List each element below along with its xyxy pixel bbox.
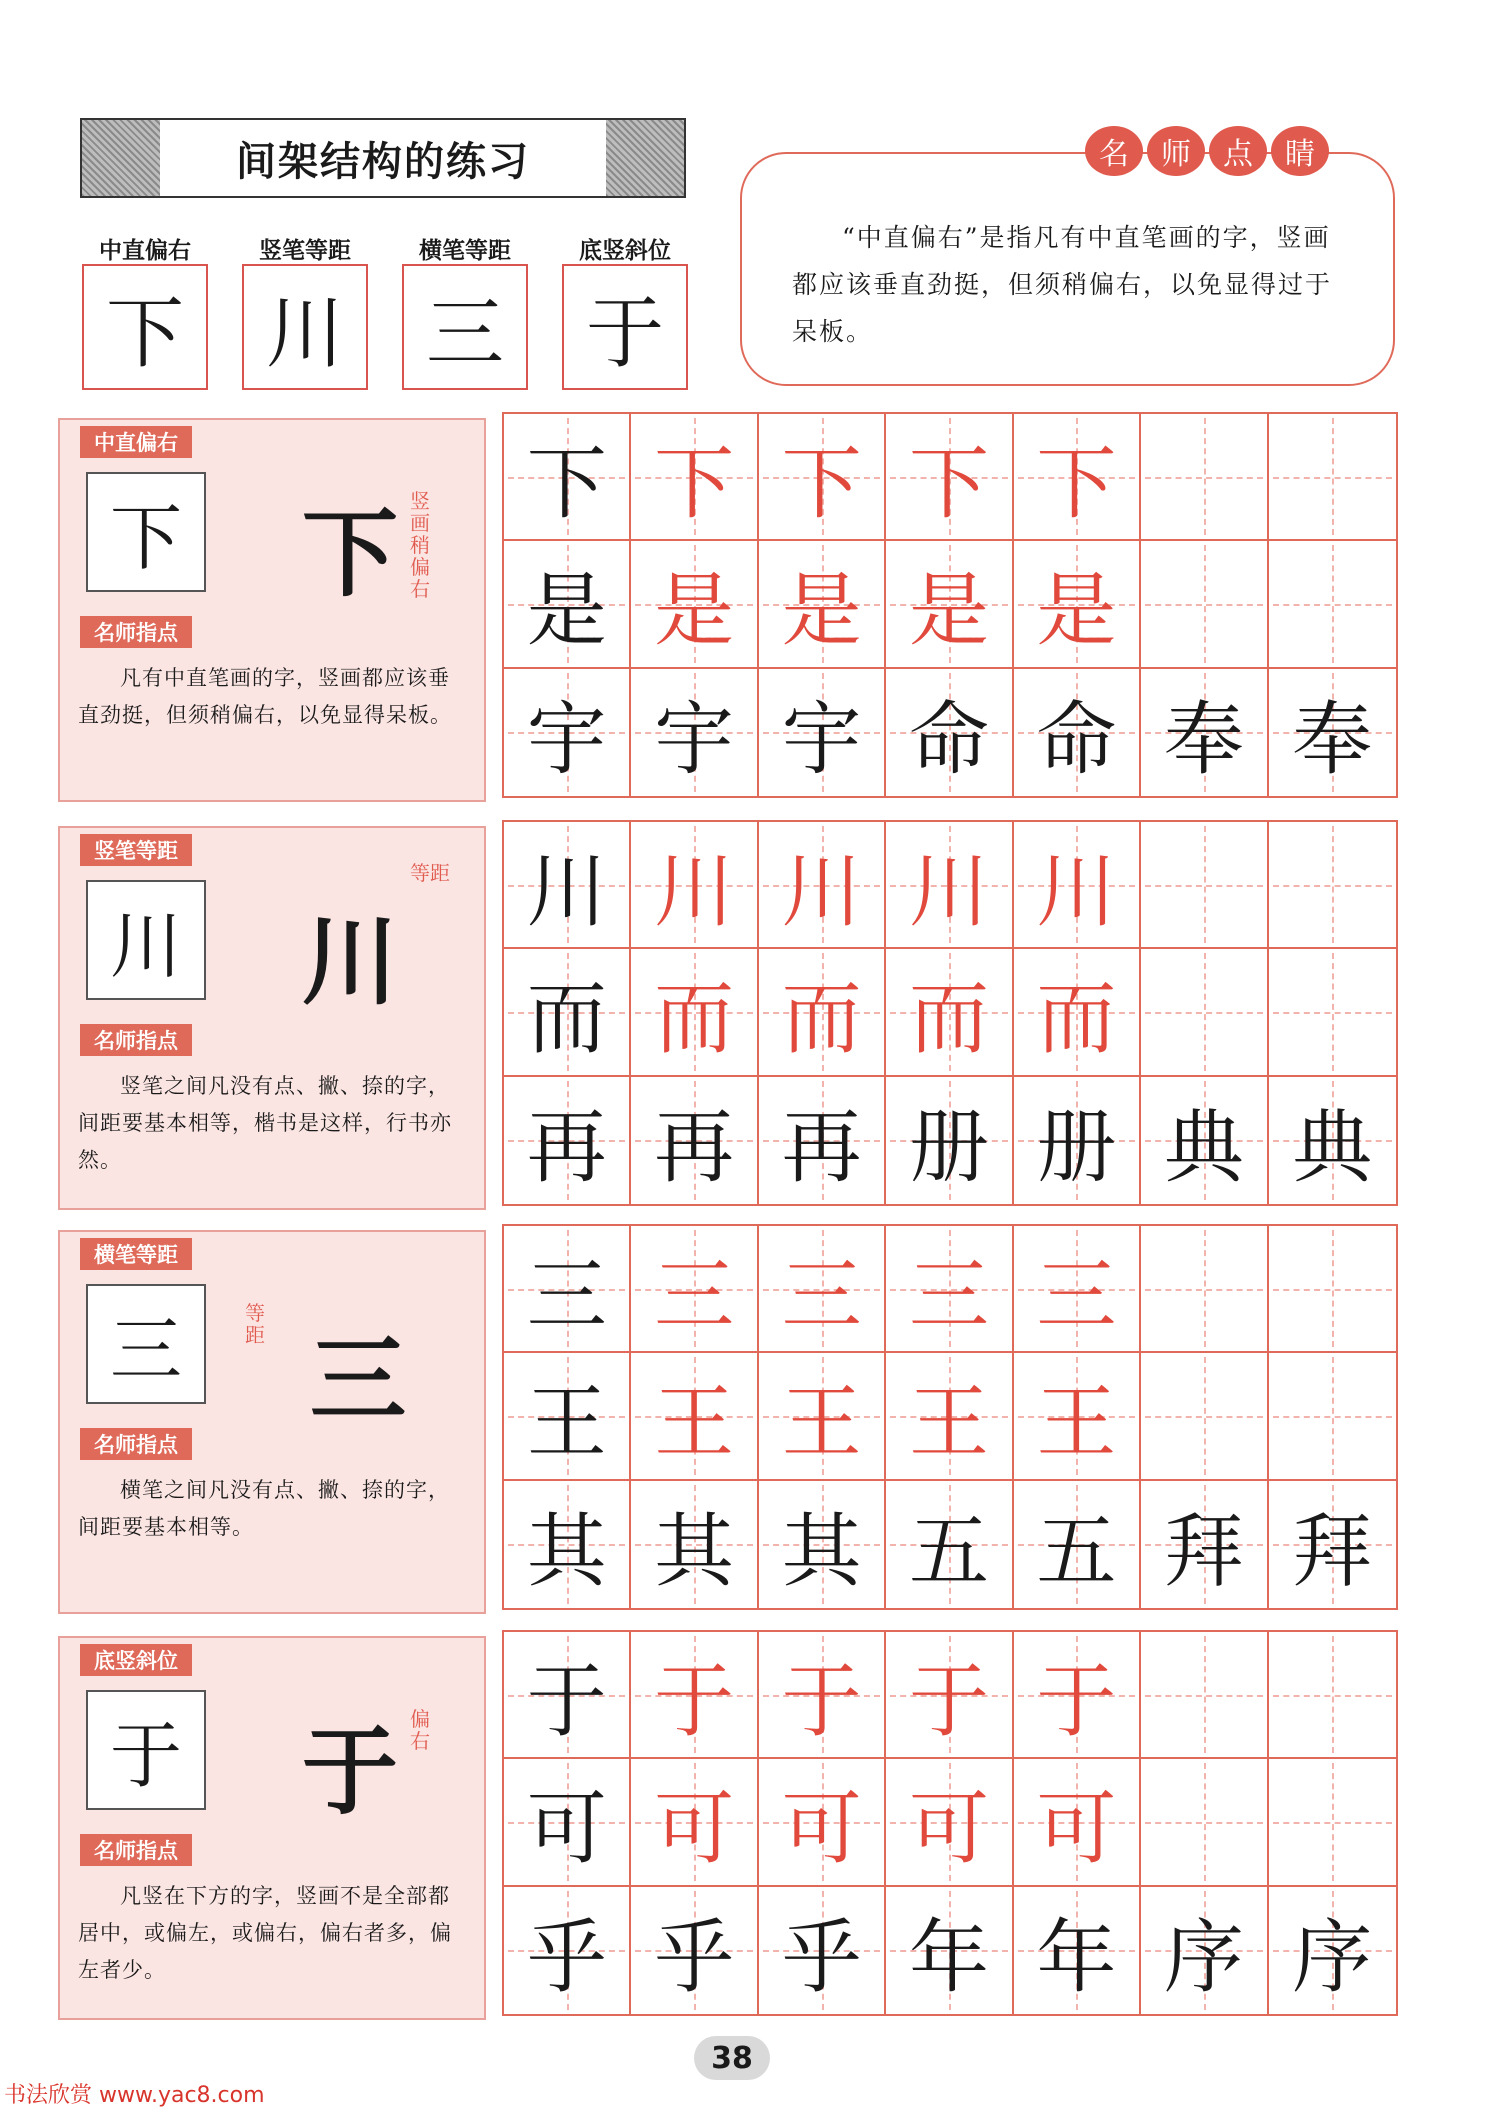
model-char-cell bbox=[504, 541, 631, 668]
trace-char-cell bbox=[759, 1632, 886, 1759]
grid-char: 王 bbox=[1036, 1376, 1117, 1470]
grid-char: 册 bbox=[908, 1100, 989, 1194]
practice-grid bbox=[502, 1630, 1398, 2016]
empty-practice-cell bbox=[1141, 949, 1268, 1076]
teacher-tip-tag: 名师指点 bbox=[80, 1428, 192, 1460]
title-banner bbox=[80, 118, 686, 198]
grid-char: 三 bbox=[908, 1249, 989, 1343]
grid-char: 下 bbox=[908, 437, 989, 531]
trace-char-cell bbox=[886, 1353, 1013, 1480]
stroke-note: 偏右 bbox=[410, 1707, 430, 1753]
trace-char-cell bbox=[1014, 1759, 1141, 1886]
grid-char: 可 bbox=[781, 1782, 862, 1876]
empty-practice-cell bbox=[1269, 949, 1396, 1076]
grid-char: 是 bbox=[1036, 564, 1117, 658]
grid-char: 命 bbox=[1036, 692, 1117, 786]
demo-char-box: 川 bbox=[86, 880, 206, 1000]
model-char-cell bbox=[886, 1887, 1013, 2014]
model-char-cell bbox=[886, 1481, 1013, 1608]
grid-char: 而 bbox=[654, 972, 735, 1066]
teacher-tip-tag: 名师指点 bbox=[80, 1834, 192, 1866]
grid-char: 是 bbox=[526, 564, 607, 658]
grid-char: 三 bbox=[781, 1249, 862, 1343]
trace-char-cell bbox=[631, 1353, 758, 1480]
trace-char-cell bbox=[886, 1759, 1013, 1886]
grid-char: 宇 bbox=[526, 692, 607, 786]
grid-char: 其 bbox=[526, 1504, 607, 1598]
explanation-panel bbox=[58, 418, 486, 802]
trace-char-cell bbox=[631, 822, 758, 949]
trace-char-cell bbox=[759, 822, 886, 949]
large-example-char: 川 bbox=[302, 905, 398, 1018]
model-char-cell bbox=[631, 1887, 758, 2014]
empty-practice-cell bbox=[1269, 1226, 1396, 1353]
model-char-cell bbox=[759, 1887, 886, 2014]
trace-char-cell bbox=[759, 541, 886, 668]
trace-char-cell bbox=[886, 541, 1013, 668]
trace-char-cell bbox=[631, 1226, 758, 1353]
trace-char-cell bbox=[759, 414, 886, 541]
model-char-cell bbox=[504, 1226, 631, 1353]
model-char-cell bbox=[1014, 1481, 1141, 1608]
grid-char: 王 bbox=[526, 1376, 607, 1470]
grid-char: 川 bbox=[654, 845, 735, 939]
empty-practice-cell bbox=[1269, 1353, 1396, 1480]
trace-char-cell bbox=[759, 1759, 886, 1886]
grid-char: 其 bbox=[654, 1504, 735, 1598]
empty-practice-cell bbox=[1141, 1353, 1268, 1480]
grid-char: 川 bbox=[1036, 845, 1117, 939]
section-tag: 横笔等距 bbox=[80, 1238, 192, 1270]
section-tag: 竖笔等距 bbox=[80, 834, 192, 866]
grid-char: 而 bbox=[526, 972, 607, 1066]
grid-char: 是 bbox=[781, 564, 862, 658]
page-title: 间架结构的练习 bbox=[236, 138, 530, 185]
demo-char-box: 于 bbox=[86, 1690, 206, 1810]
empty-practice-cell bbox=[1269, 1759, 1396, 1886]
model-char-cell bbox=[886, 669, 1013, 796]
model-char-cell bbox=[759, 1481, 886, 1608]
model-char-cell bbox=[1269, 669, 1396, 796]
grid-char: 下 bbox=[781, 437, 862, 531]
trace-char-cell bbox=[1014, 541, 1141, 668]
grid-char: 三 bbox=[1036, 1249, 1117, 1343]
model-char-cell bbox=[1014, 1887, 1141, 2014]
grid-char: 于 bbox=[781, 1655, 862, 1749]
grid-char: 于 bbox=[526, 1655, 607, 1749]
model-char-cell bbox=[504, 414, 631, 541]
grid-char: 于 bbox=[1036, 1655, 1117, 1749]
grid-char: 典 bbox=[1292, 1100, 1373, 1194]
model-char-cell bbox=[1269, 1077, 1396, 1204]
grid-char: 可 bbox=[908, 1782, 989, 1876]
rule-char-box-2: 川 bbox=[242, 264, 368, 390]
practice-grid bbox=[502, 1224, 1398, 1610]
model-char-cell bbox=[1269, 1887, 1396, 2014]
model-char-cell bbox=[759, 669, 886, 796]
grid-char: 乎 bbox=[526, 1910, 607, 2004]
explanation-text: 凡竖在下方的字，竖画不是全部都居中，或偏左，或偏右，偏右者多，偏左者少。 bbox=[78, 1884, 452, 1982]
model-char-cell bbox=[504, 1481, 631, 1608]
model-char-cell bbox=[504, 949, 631, 1076]
practice-grid bbox=[502, 412, 1398, 798]
model-char-cell bbox=[504, 822, 631, 949]
tip-bubble bbox=[740, 152, 1395, 386]
model-char-cell bbox=[631, 669, 758, 796]
grid-char: 宇 bbox=[781, 692, 862, 786]
trace-char-cell bbox=[631, 1632, 758, 1759]
model-char-cell bbox=[886, 1077, 1013, 1204]
grid-char: 奉 bbox=[1292, 692, 1373, 786]
grid-char: 再 bbox=[526, 1100, 607, 1194]
empty-practice-cell bbox=[1141, 1632, 1268, 1759]
model-char-cell bbox=[631, 1077, 758, 1204]
explanation-text: 横笔之间凡没有点、撇、捺的字，间距要基本相等。 bbox=[78, 1478, 450, 1539]
trace-char-cell bbox=[1014, 949, 1141, 1076]
demo-char-box: 三 bbox=[86, 1284, 206, 1404]
explanation-panel bbox=[58, 1230, 486, 1614]
trace-char-cell bbox=[886, 414, 1013, 541]
page-number: 38 bbox=[694, 2036, 770, 2080]
grid-char: 奉 bbox=[1163, 692, 1244, 786]
grid-char: 拜 bbox=[1292, 1504, 1373, 1598]
empty-practice-cell bbox=[1269, 1632, 1396, 1759]
model-char-cell bbox=[504, 669, 631, 796]
grid-char: 命 bbox=[908, 692, 989, 786]
rule-char-box-3: 三 bbox=[402, 264, 528, 390]
rule-char-box-1: 下 bbox=[82, 264, 208, 390]
grid-char: 下 bbox=[526, 437, 607, 531]
trace-char-cell bbox=[1014, 1226, 1141, 1353]
grid-char: 是 bbox=[654, 564, 735, 658]
stroke-note: 等距 bbox=[245, 1301, 265, 1347]
explanation-panel bbox=[58, 826, 486, 1210]
grid-char: 三 bbox=[654, 1249, 735, 1343]
grid-char: 拜 bbox=[1163, 1504, 1244, 1598]
trace-char-cell bbox=[631, 1759, 758, 1886]
trace-char-cell bbox=[759, 949, 886, 1076]
trace-char-cell bbox=[631, 414, 758, 541]
grid-char: 可 bbox=[654, 1782, 735, 1876]
empty-practice-cell bbox=[1269, 541, 1396, 668]
grid-char: 可 bbox=[1036, 1782, 1117, 1876]
grid-char: 册 bbox=[1036, 1100, 1117, 1194]
grid-char: 而 bbox=[908, 972, 989, 1066]
practice-grid bbox=[502, 820, 1398, 1206]
grid-char: 五 bbox=[1036, 1504, 1117, 1598]
trace-char-cell bbox=[1014, 1632, 1141, 1759]
grid-char: 乎 bbox=[781, 1910, 862, 2004]
teacher-tip-tag: 名师指点 bbox=[80, 1024, 192, 1056]
section-tag: 中直偏右 bbox=[80, 426, 192, 458]
model-char-cell bbox=[1141, 1481, 1268, 1608]
large-example-char: 三 bbox=[310, 1323, 406, 1436]
explanation-panel bbox=[58, 1636, 486, 2020]
tip-badge: 点 bbox=[1209, 126, 1267, 176]
trace-char-cell bbox=[886, 822, 1013, 949]
empty-practice-cell bbox=[1141, 1226, 1268, 1353]
empty-practice-cell bbox=[1269, 822, 1396, 949]
grid-char: 是 bbox=[908, 564, 989, 658]
large-example-char: 于 bbox=[302, 1715, 398, 1828]
model-char-cell bbox=[1141, 669, 1268, 796]
grid-char: 于 bbox=[654, 1655, 735, 1749]
grid-char: 宇 bbox=[654, 692, 735, 786]
empty-practice-cell bbox=[1141, 1759, 1268, 1886]
empty-practice-cell bbox=[1269, 414, 1396, 541]
model-char-cell bbox=[504, 1353, 631, 1480]
grid-char: 序 bbox=[1163, 1910, 1244, 2004]
grid-char: 而 bbox=[1036, 972, 1117, 1066]
grid-char: 可 bbox=[526, 1782, 607, 1876]
grid-char: 典 bbox=[1163, 1100, 1244, 1194]
explanation-text: 竖笔之间凡没有点、撇、捺的字，间距要基本相等，楷书是这样，行书亦然。 bbox=[78, 1074, 452, 1172]
grid-char: 年 bbox=[908, 1910, 989, 2004]
model-char-cell bbox=[631, 1481, 758, 1608]
grid-char: 王 bbox=[908, 1376, 989, 1470]
model-char-cell bbox=[1141, 1887, 1268, 2014]
tip-badge: 师 bbox=[1147, 126, 1205, 176]
tip-badges bbox=[1085, 126, 1329, 176]
trace-char-cell bbox=[886, 1226, 1013, 1353]
demo-char-box: 下 bbox=[86, 472, 206, 592]
watermark: 书法欣赏 www.yac8.com bbox=[4, 2083, 265, 2108]
grid-char: 再 bbox=[781, 1100, 862, 1194]
trace-char-cell bbox=[886, 949, 1013, 1076]
grid-char: 王 bbox=[781, 1376, 862, 1470]
grid-char: 序 bbox=[1292, 1910, 1373, 2004]
model-char-cell bbox=[504, 1632, 631, 1759]
rule-char-box-4: 于 bbox=[562, 264, 688, 390]
grid-char: 年 bbox=[1036, 1910, 1117, 2004]
model-char-cell bbox=[504, 1759, 631, 1886]
rule-label-4: 底竖斜位 bbox=[579, 238, 671, 264]
large-example-char: 下 bbox=[302, 497, 398, 610]
empty-practice-cell bbox=[1141, 541, 1268, 668]
rule-label-2: 竖笔等距 bbox=[259, 238, 351, 264]
stroke-note: 竖画稍偏右 bbox=[410, 489, 430, 601]
trace-char-cell bbox=[1014, 822, 1141, 949]
grid-char: 再 bbox=[654, 1100, 735, 1194]
trace-char-cell bbox=[759, 1353, 886, 1480]
grid-char: 乎 bbox=[654, 1910, 735, 2004]
model-char-cell bbox=[1269, 1481, 1396, 1608]
model-char-cell bbox=[1014, 1077, 1141, 1204]
rule-label-1: 中直偏右 bbox=[99, 238, 191, 264]
trace-char-cell bbox=[1014, 414, 1141, 541]
grid-char: 其 bbox=[781, 1504, 862, 1598]
grid-char: 而 bbox=[781, 972, 862, 1066]
trace-char-cell bbox=[631, 949, 758, 1076]
grid-char: 下 bbox=[1036, 437, 1117, 531]
grid-char: 三 bbox=[526, 1249, 607, 1343]
empty-practice-cell bbox=[1141, 414, 1268, 541]
grid-char: 川 bbox=[781, 845, 862, 939]
trace-char-cell bbox=[631, 541, 758, 668]
grid-char: 下 bbox=[654, 437, 735, 531]
stroke-note: 等距 bbox=[410, 861, 450, 885]
section-tag: 底竖斜位 bbox=[80, 1644, 192, 1676]
model-char-cell bbox=[1141, 1077, 1268, 1204]
model-char-cell bbox=[504, 1077, 631, 1204]
trace-char-cell bbox=[886, 1632, 1013, 1759]
model-char-cell bbox=[759, 1077, 886, 1204]
tip-badge: 名 bbox=[1085, 126, 1143, 176]
grid-char: 于 bbox=[908, 1655, 989, 1749]
trace-char-cell bbox=[1014, 1353, 1141, 1480]
teacher-tip-tag: 名师指点 bbox=[80, 616, 192, 648]
grid-char: 五 bbox=[908, 1504, 989, 1598]
model-char-cell bbox=[504, 1887, 631, 2014]
tip-text: “中直偏右”是指凡有中直笔画的字，竖画都应该垂直劲挺，但须稍偏右，以免显得过于呆板。 bbox=[792, 223, 1333, 346]
grid-char: 川 bbox=[908, 845, 989, 939]
explanation-text: 凡有中直笔画的字，竖画都应该垂直劲挺，但须稍偏右，以免显得呆板。 bbox=[78, 666, 452, 727]
tip-badge: 睛 bbox=[1271, 126, 1329, 176]
grid-char: 王 bbox=[654, 1376, 735, 1470]
empty-practice-cell bbox=[1141, 822, 1268, 949]
rule-label-3: 横笔等距 bbox=[419, 238, 511, 264]
trace-char-cell bbox=[759, 1226, 886, 1353]
grid-char: 川 bbox=[526, 845, 607, 939]
model-char-cell bbox=[1014, 669, 1141, 796]
